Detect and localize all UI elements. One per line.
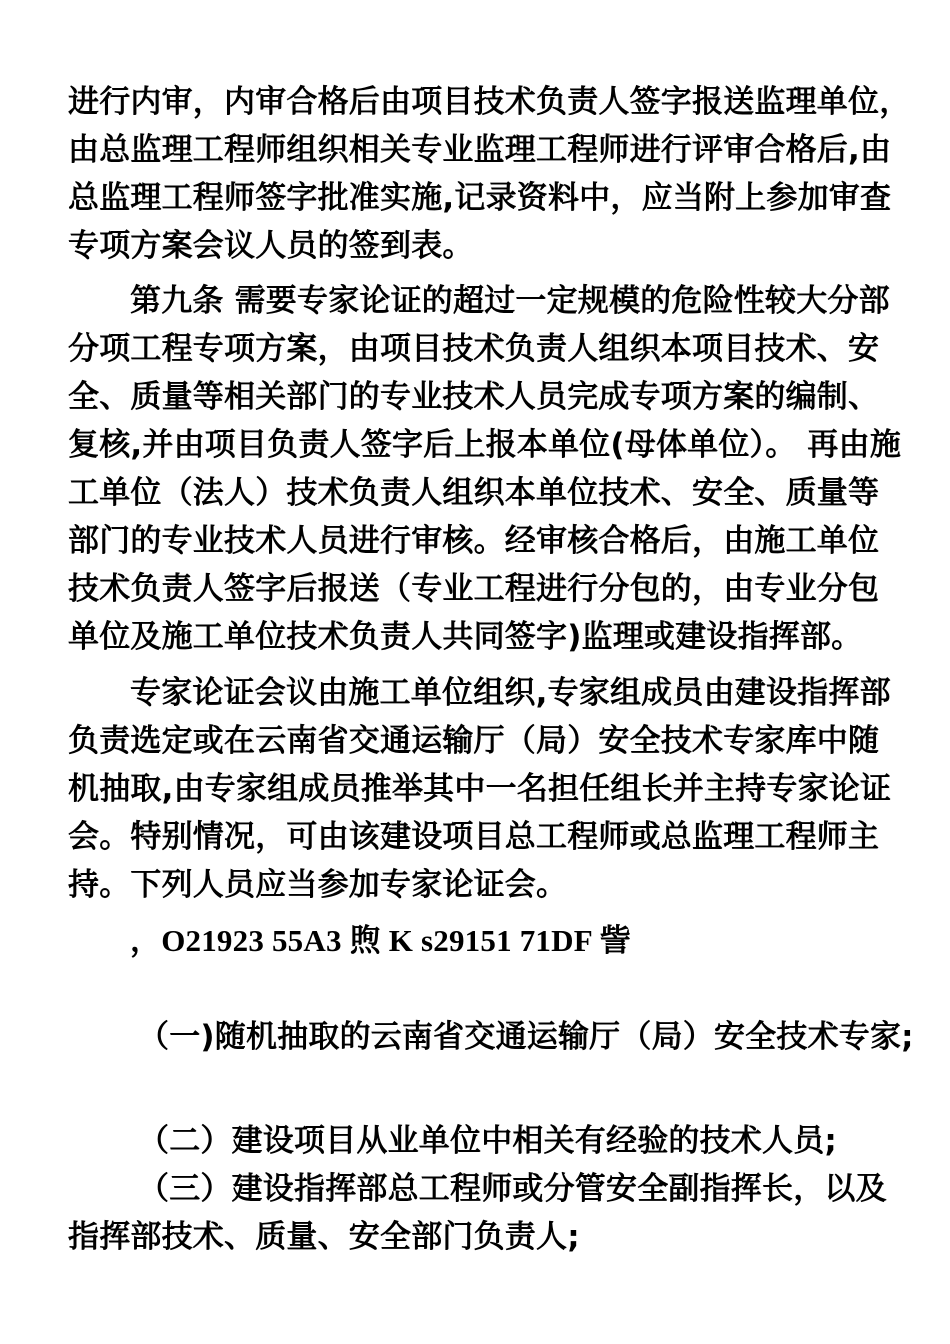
article-nine-line-7: 技术负责人签字后报送（专业工程进行分包的，由专业分包 [68, 571, 880, 607]
garbled-code-line: ，O21923 55A3 煦 K s29151 71DF 訾 [130, 923, 631, 958]
article-nine-line-1: 第九条 需要专家论证的超过一定规模的危险性较大分部 [130, 283, 890, 319]
expert-meeting-line-1: 专家论证会议由施工单位组织,专家组成员由建设指挥部 [130, 675, 891, 711]
article-nine-line-5: 工单位（法人）技术负责人组织本单位技术、安全、质量等 [68, 475, 880, 511]
expert-meeting-line-2: 负责选定或在云南省交通运输厅（局）安全技术专家库中随 [68, 723, 880, 759]
expert-meeting-line-4: 会。特别情况，可由该建设项目总工程师或总监理工程师主 [68, 819, 880, 855]
article-nine-line-2: 分项工程专项方案，由项目技术负责人组织本项目技术、安 [68, 331, 880, 367]
article-nine-line-6: 部门的专业技术人员进行审核。经审核合格后，由施工单位 [68, 523, 880, 559]
list-item-2: （二）建设项目从业单位中相关有经验的技术人员; [138, 1123, 837, 1159]
list-item-1: （一)随机抽取的云南省交通运输厅（局）安全技术专家; [138, 1019, 914, 1055]
paragraph-line-1: 进行内审，内审合格后由项目技术负责人签字报送监理单位， [68, 84, 911, 120]
list-item-3-line-2: 指挥部技术、质量、安全部门负责人; [68, 1219, 580, 1255]
expert-meeting-line-3: 机抽取,由专家组成员推举其中一名担任组长并主持专家论证 [68, 771, 892, 807]
paragraph-line-4: 专项方案会议人员的签到表。 [68, 228, 474, 264]
list-item-3-line-1: （三）建设指挥部总工程师或分管安全副指挥长，以及 [138, 1171, 887, 1207]
article-nine-line-4: 复核,并由项目负责人签字后上报本单位(母体单位）。 再由施 [68, 427, 902, 463]
article-nine-line-3: 全、质量等相关部门的专业技术人员完成专项方案的编制、 [68, 379, 880, 415]
paragraph-line-3: 总监理工程师签字批准实施,记录资料中，应当附上参加审查 [68, 180, 892, 216]
expert-meeting-line-5: 持。下列人员应当参加专家论证会。 [68, 867, 568, 903]
paragraph-line-2: 由总监理工程师组织相关专业监理工程师进行评审合格后,由 [68, 132, 892, 168]
article-nine-line-8: 单位及施工单位技术负责人共同签字)监理或建设指挥部。 [68, 619, 863, 655]
